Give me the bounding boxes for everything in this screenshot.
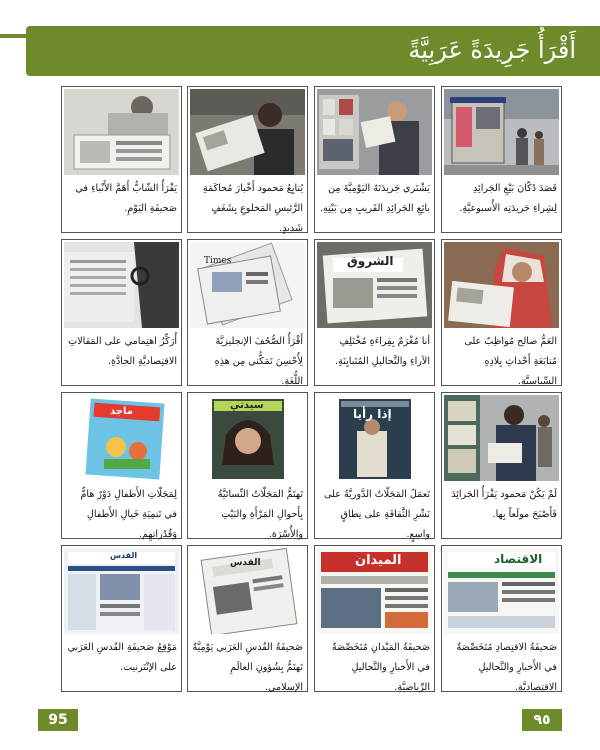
caption: أُرَكِّزُ اهتِمامي على المَقالاتِ الاقتِصاديَّةِ الجادَّةِ.: [68, 336, 177, 367]
grid-cell: [61, 392, 182, 539]
masthead-text: القدس: [230, 558, 261, 568]
caption: مَوْقِعُ صَحيفَةِ القُدسِ العَرَبي على الإنْتَرنيت.: [67, 642, 177, 673]
caption: العَمُّ صالح مُواظِبٌ على مُتابَعَةِ أَحْداثِ بِلادِهِ السِّياسيَّةِ.: [464, 336, 557, 387]
grid-cell: [187, 86, 308, 233]
masthead-text: إذا رأيا: [353, 407, 392, 421]
kids-magazine-photo: [64, 395, 179, 481]
al-quds-paper-photo: [190, 548, 305, 634]
page-number-right: ٩٥: [522, 709, 562, 731]
young-man-reading-photo: [64, 89, 179, 175]
al-iqtisad-photo: [444, 548, 559, 634]
grid-cell: [314, 86, 435, 233]
grid-cell: [314, 545, 435, 692]
caption: أَقْرَأُ الصُّحُفَ الإنجليزيَّةَ لِأُحْسِنَ تَمَكُّني مِن هذِهِ اللُّغَةِ.: [214, 336, 303, 387]
magazine-cover-photo: [317, 395, 432, 481]
caption: يَشْتَري جَريدَتَهُ اليَوْمِيَّةَ مِن بائِعِ الجَرائِدِ القَريبِ مِن بَيْتِهِ.: [320, 183, 430, 214]
glasses-reader-photo: [64, 242, 179, 328]
grid-cell: [441, 86, 562, 233]
grid-cell: [187, 545, 308, 692]
grid-cell: [441, 239, 562, 386]
caption: صَحيفَةُ المَيْدانِ مُتَخَصِّصَةٌ في الأَخبارِ والتَّحاليلِ الرِّياضيَّةِ.: [331, 642, 430, 693]
header-bar: [26, 26, 600, 76]
grid-cell: [61, 86, 182, 233]
grid-cell: [61, 545, 182, 692]
caption: أنا مُغْرَمٌ بِقِراءَةِ مُخْتَلِفِ الآراءِ والتَّحاليلِ المُتَبايِنَةِ.: [335, 336, 430, 367]
caption: لَمْ يَكُنْ مَحمود يَقْرَأُ الجَرائِدَ فَأَصْبَحَ مولَعاً بِها.: [451, 489, 557, 520]
man-reading-paper-photo: [190, 89, 305, 175]
page-number-left: 95: [38, 709, 78, 731]
caption: قَصَدَ دُكّانَ بَيْعِ الجَرائِدِ لِشِراءِ جَريدَتِه الأُسبوعيَّةِ.: [459, 183, 557, 214]
buying-newspaper-photo: [317, 89, 432, 175]
caption: تَعمَلُ المَجَلّاتُ الدَّوريَّةُ على نَشْرِ الثَّقافَةِ على نِطاقٍ واسِعٍ.: [324, 489, 430, 540]
masthead-text: الاقتصاد: [494, 552, 543, 566]
grid-cell: [441, 392, 562, 539]
newsstand-kiosk-photo: [444, 89, 559, 175]
caption: صَحيفَةُ الاقتِصادِ مُتَخَصِّصَةٌ في الأَخبارِ والتَّحاليلِ الاقتِصاديَّةِ.: [456, 642, 557, 693]
caption: تَهتَمُّ المَجَلّاتُ النِّسائيَّةُ بِأَحوالِ المَرْأَةِ والبَيْتِ والأُسْرَةِ.: [217, 489, 303, 540]
grid-cell: [441, 545, 562, 692]
grid-cell: [61, 239, 182, 386]
caption: يَقْرَأُ الشّابُّ أَهَمَّ الأَنْباءِ في صَحيفَةِ اليَوْمِ.: [75, 183, 177, 214]
womens-magazine-photo: [190, 395, 305, 481]
al-shorouk-photo: [317, 242, 432, 328]
caption: لِمَجَلّاتِ الأَطفالِ دَوْرٌ هامٌّ في تَنمِيَةِ خَيالِ الأَطفالِ وَقُدُراتِهِم.: [80, 489, 177, 540]
caption: صَحيفَةُ القُدسِ العَرَبي يَوْمِيَّةٌ تَهتَمُّ بِشُؤونِ العالَمِ الإسلامي.: [192, 642, 303, 693]
masthead-text: Times: [204, 256, 232, 266]
photo-grid: [61, 86, 562, 692]
al-quds-website-photo: [64, 548, 179, 634]
page-title: أَقْرَأُ جَرِيدَةً عَرَبِيَّةً: [408, 36, 576, 64]
masthead-text: الشروق: [347, 254, 394, 268]
masthead-text: الميدان: [355, 553, 402, 568]
grid-cell: [187, 239, 308, 386]
caption: يُتابِعُ مَحمود أَخْبارَ مُحاكَمَةِ الرَّئيسِ المَخلوعِ بِشَغَفٍ شَديدٍ.: [202, 183, 303, 234]
grid-cell: [314, 392, 435, 539]
elder-reading-photo: [444, 242, 559, 328]
masthead-text: القدس: [110, 551, 138, 560]
grid-cell: [314, 239, 435, 386]
masthead-text: سيدتي: [230, 400, 264, 411]
grid-cell: [187, 392, 308, 539]
english-papers-photo: [190, 242, 305, 328]
al-midan-photo: [317, 548, 432, 634]
masthead-text: ماجد: [110, 406, 133, 417]
man-newsstand-photo: [444, 395, 559, 481]
